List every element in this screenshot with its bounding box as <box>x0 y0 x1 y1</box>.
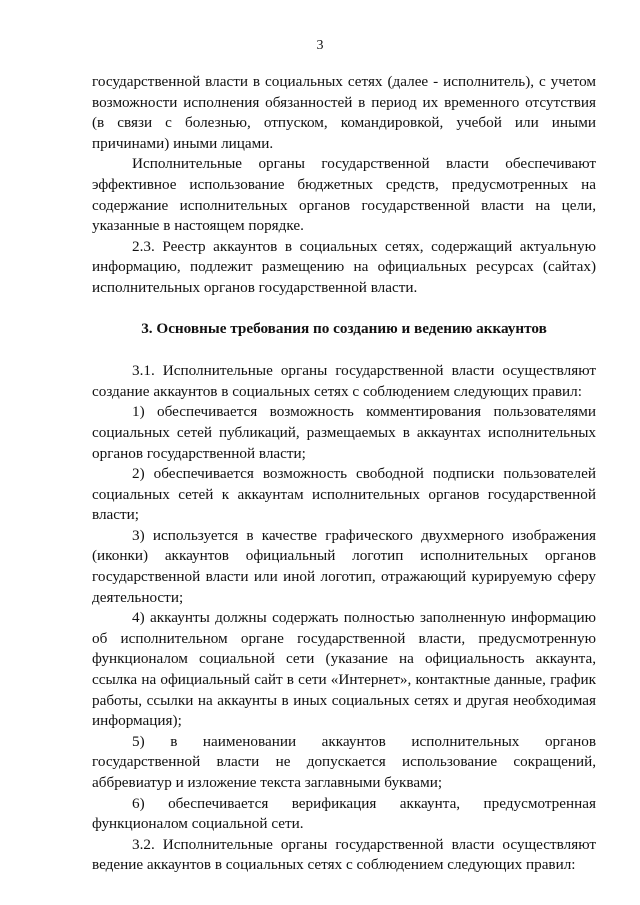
list-item-1: 1) обеспечивается возможность комментирования пользователями социальных сетей публикаций, размещаемых в аккаунтах исполнительных органов государственной власти; <box>92 403 596 462</box>
paragraph-2-3: 2.3. Реестр аккаунтов в социальных сетях, содержащий актуальную информацию, подлежит размещению на официальных ресурсах (сайтах) исполнительных органов государственной власти. <box>92 237 596 296</box>
list-item-5: 5) в наименовании аккаунтов исполнительных органов государственной власти не допускается использование сокращений, аббревиатур и изложение текста заглавными буквами; <box>92 732 596 791</box>
paragraph-3-2: 3.2. Исполнительные органы государственной власти осуществляют ведение аккаунтов в социальных сетях с соблюдением следующих правил: <box>92 835 596 874</box>
paragraph-continuation: государственной власти в социальных сетях (далее - исполнитель), с учетом возможности исполнения обязанностей в период их временного отсутствия (в связи с болезнью, отпуском, командировкой, учебой или иными причинами) иными лицами. <box>92 73 596 152</box>
paragraph-3-1: 3.1. Исполнительные органы государственной власти осуществляют создание аккаунтов в социальных сетях с соблюдением следующих правил: <box>92 362 596 400</box>
list-item-6: 6) обеспечивается верификация аккаунта, предусмотренная функционалом социальной сети. <box>92 794 596 833</box>
paragraph-budget: Исполнительные органы государственной власти обеспечивают эффективное использование бюджетных средств, предусмотренных на содержание исполнительных органов государственной власти на цели, указанные в настоящем порядке. <box>92 155 596 235</box>
list-item-3: 3) используется в качестве графического двухмерного изображения (иконки) аккаунтов официальный логотип исполнительных органов государственной власти или иной логотип, отражающий курируемую сферу деятельности; <box>92 526 596 606</box>
section-heading: 3. Основные требования по созданию и ведению аккаунтов <box>141 319 547 337</box>
list-item-4: 4) аккаунты должны содержать полностью заполненную информацию об исполнительном органе государственной власти, предусмотренную функционалом социальной сети (указание на официальность аккаунта, ссылка на официальный сайт в сети «Интернет», контактные данные, график работы, ссылки на аккаунты в иных социальных сетях и другая необходимая информация); <box>92 609 596 730</box>
document-body <box>92 72 596 876</box>
list-item-2: 2) обеспечивается возможность свободной подписки пользователей социальных сетей к аккаунтам исполнительных органов государственной власти; <box>92 465 596 524</box>
page-number: 3 <box>316 38 324 53</box>
